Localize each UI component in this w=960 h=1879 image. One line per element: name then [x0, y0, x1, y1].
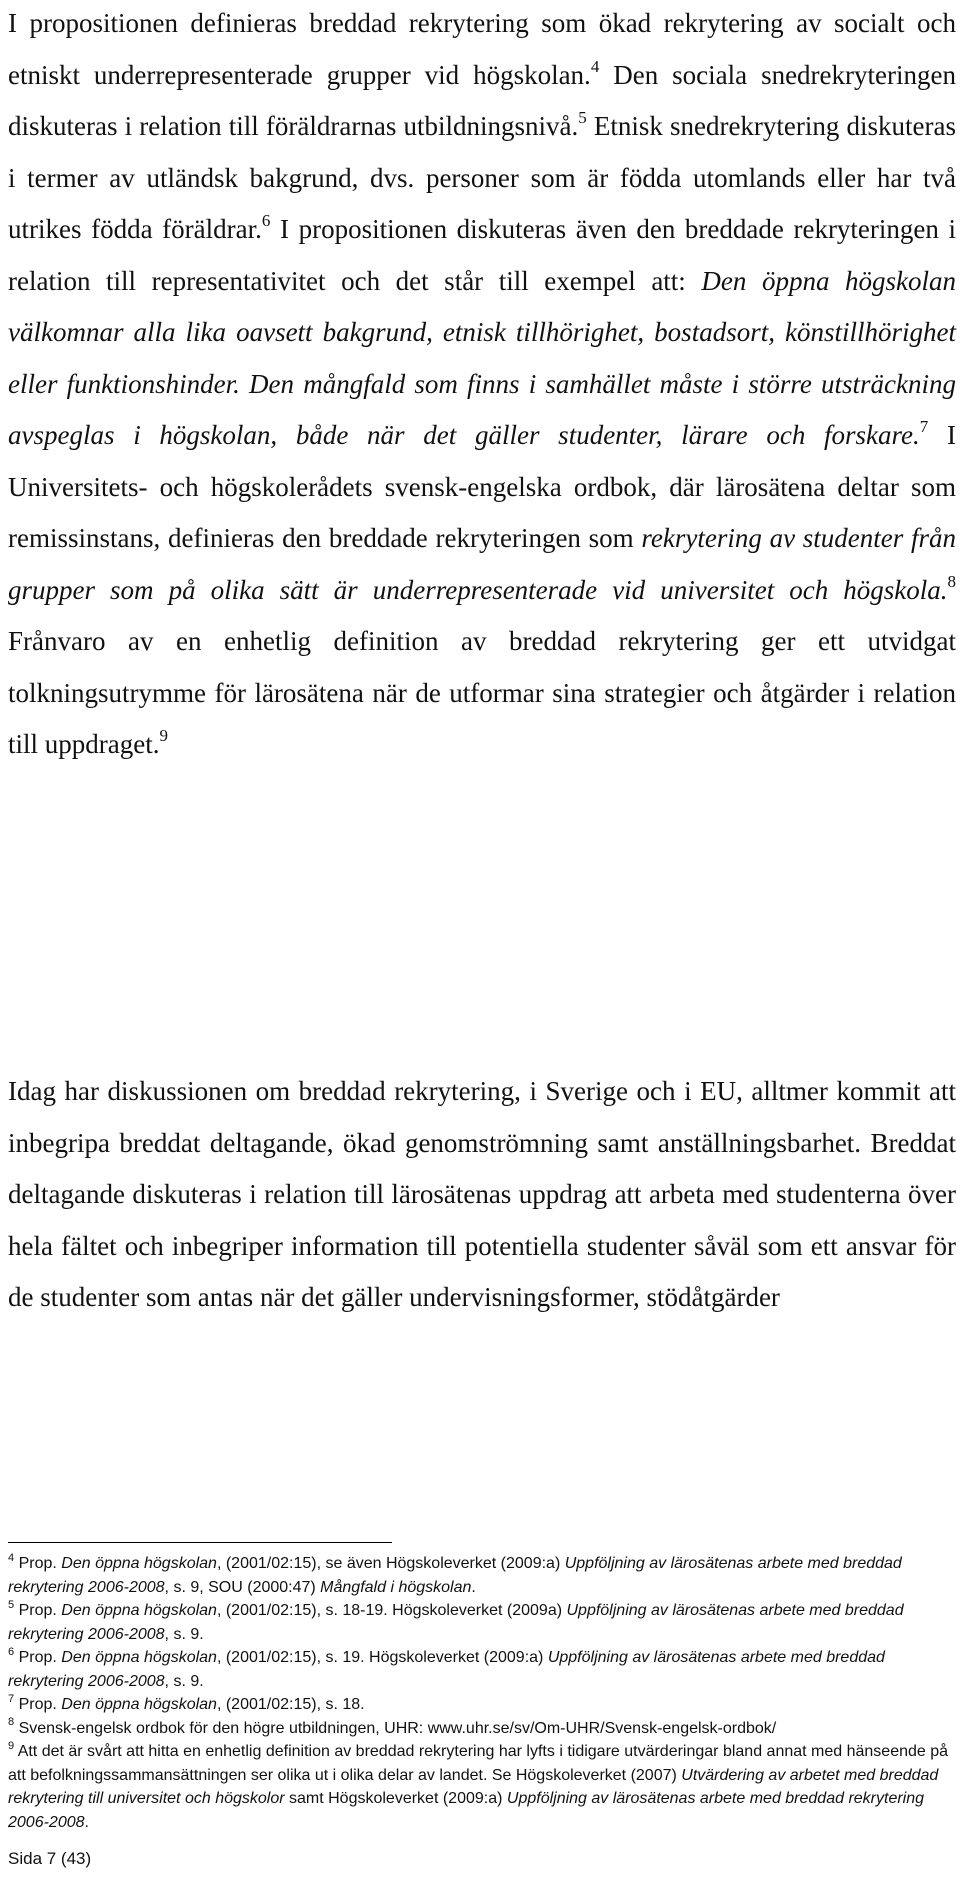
- footnote-7-italic-text: Den öppna högskolan: [61, 1696, 217, 1713]
- footnote-8-footnote-ref: 8: [8, 1716, 15, 1729]
- body-paragraph-1-text: I propositionen definieras breddad rekrytering som ökad rekrytering av socialt och etniskt underrepresenterade grupper vid högskolan.: [8, 8, 956, 90]
- body-paragraph-1-footnote-ref: 4: [590, 56, 600, 76]
- body-paragraph-1-text: Frånvaro av en enhetlig definition av breddad rekrytering ger ett utvidgat tolkningsutrymme för lärosätena när de utformar sina strategier och åtgärder i relation till uppdraget.: [8, 626, 956, 759]
- footnote-4-italic-text: Den öppna högskolan: [61, 1555, 217, 1572]
- footnote-4-footnote-ref: 4: [8, 1551, 15, 1564]
- body-paragraph-2: [8, 1066, 956, 1324]
- footnote-8: [8, 1717, 956, 1741]
- footnote-9: [8, 1740, 956, 1834]
- footnote-4-italic-text: Mångfald i högskolan: [320, 1578, 472, 1596]
- footnote-5-italic-text: Den öppna högskolan: [61, 1602, 217, 1619]
- footnote-5-text: Prop.: [14, 1602, 62, 1619]
- footnote-5-footnote-ref: 5: [8, 1598, 15, 1611]
- page-number: Sida 7 (43): [8, 1849, 92, 1868]
- footnote-5: [8, 1599, 956, 1646]
- footnote-9-footnote-ref: 9: [8, 1739, 15, 1752]
- footnote-5-text: , (2001/02:15), s. 18-19. Högskoleverket (2009a): [216, 1602, 567, 1619]
- body-paragraph-1-italic-text: Den öppna högskolan välkomnar alla lika oavsett bakgrund, etnisk tillhörighet, bostadsort, könstillhörighet eller funktionshinder. Den mångfald som finns i samhället måste i större utsträckning avspeglas i högskolan, både när det gäller studenter, lärare och forskare.: [8, 265, 956, 450]
- footnote-6-text: , s. 9.: [164, 1672, 204, 1690]
- footnote-4: [8, 1552, 956, 1599]
- footnote-separator: [8, 1542, 392, 1543]
- footnote-7: [8, 1693, 956, 1717]
- footnote-4-italic-text: Uppföljning av lärosätenas arbete med breddad rekrytering 2006-2008: [8, 1555, 902, 1596]
- footnote-4-text: , (2001/02:15), se även Högskoleverket (2009:a): [216, 1555, 565, 1572]
- footnote-5-text: , s. 9.: [164, 1625, 204, 1643]
- body-paragraph-1-text: I Universitets- och högskolerådets svensk-engelska ordbok, där lärosätena deltar som remissinstans, definieras den breddade rekryteringen som: [8, 420, 956, 553]
- footnote-9-italic-text: Uppföljning av lärosätenas arbete med breddad rekrytering 2006-2008: [8, 1790, 925, 1831]
- footnote-6-italic-text: Uppföljning av lärosätenas arbete med breddad rekrytering 2006-2008: [8, 1649, 885, 1690]
- footnote-5-italic-text: Uppföljning av lärosätenas arbete med breddad rekrytering 2006-2008: [8, 1602, 904, 1643]
- footnote-6-footnote-ref: 6: [8, 1645, 15, 1658]
- footnote-6-italic-text: Den öppna högskolan: [61, 1649, 217, 1666]
- footnote-9-italic-text: Utvärdering av arbetet med breddad rekrytering till universitet och högskolor: [8, 1766, 939, 1807]
- body-paragraph-1-footnote-ref: 5: [578, 108, 587, 127]
- body-paragraph-1-italic-text: rekrytering av studenter från grupper som på olika sätt är underrepresenterade vid universitet och högskola.: [8, 523, 956, 605]
- body-paragraph-1-footnote-ref: 9: [159, 726, 168, 745]
- body-paragraph-1-footnote-ref: 6: [261, 211, 271, 230]
- body-paragraph-2-text: Idag har diskussionen om breddad rekrytering, i Sverige och i EU, alltmer kommit att inbegripa breddat deltagande, ökad genomströmning samt anställningsbarhet. Breddat deltagande diskuteras i relation till lärosätenas uppdrag att arbeta med studenterna över hela fältet och inbegriper information till potentiella studenter såväl som ett ansvar för de studenter som antas när det gäller undervisningsformer, stödåtgärder: [8, 1076, 956, 1312]
- body-paragraph-1-footnote-ref: 8: [947, 571, 956, 591]
- footnote-8-text: Svensk-engelsk ordbok för den högre utbildningen, UHR: www.uhr.se/sv/Om-UHR/Svensk-engelsk-ordbok/: [14, 1719, 777, 1737]
- footnote-6-text: , (2001/02:15), s. 19. Högskoleverket (2009:a): [216, 1649, 548, 1666]
- footnote-7-footnote-ref: 7: [8, 1692, 15, 1705]
- body-paragraph-1-text: Etnisk snedrekrytering diskuteras i termer av utländsk bakgrund, dvs. personer som är födda utomlands eller har två utrikes födda föräldrar.: [8, 111, 956, 244]
- footnote-6: [8, 1646, 956, 1693]
- body-paragraph-1-text: Den sociala snedrekryteringen diskuteras i relation till föräldrarnas utbildningsnivå.: [8, 59, 956, 141]
- body-paragraph-1-footnote-ref: 7: [919, 417, 929, 436]
- body-paragraph-1: [8, 0, 956, 771]
- footnotes: [8, 1552, 956, 1834]
- footnote-9-text: Att det är svårt att hitta en enhetlig definition av breddad rekrytering har lyfts i tidigare utvärderingar bland annat med hänseende på att befolkningssammansättningen ser olika ut i olika delar av landet. Se Högskoleverket (2007): [8, 1743, 949, 1784]
- footnote-4-text: Prop.: [14, 1555, 62, 1572]
- footnote-9-text: .: [84, 1813, 89, 1831]
- body-paragraph-1-text: I propositionen diskuteras även den breddade rekryteringen i relation till representativitet och det står till exempel att:: [8, 214, 957, 296]
- footnote-4-text: .: [471, 1578, 476, 1596]
- footnote-7-text: , (2001/02:15), s. 18.: [216, 1696, 365, 1713]
- footnote-4-text: , s. 9, SOU (2000:47): [164, 1578, 321, 1596]
- footnote-6-text: Prop.: [14, 1649, 62, 1666]
- footnote-9-text: samt Högskoleverket (2009:a): [284, 1790, 507, 1807]
- footnote-7-text: Prop.: [14, 1696, 62, 1713]
